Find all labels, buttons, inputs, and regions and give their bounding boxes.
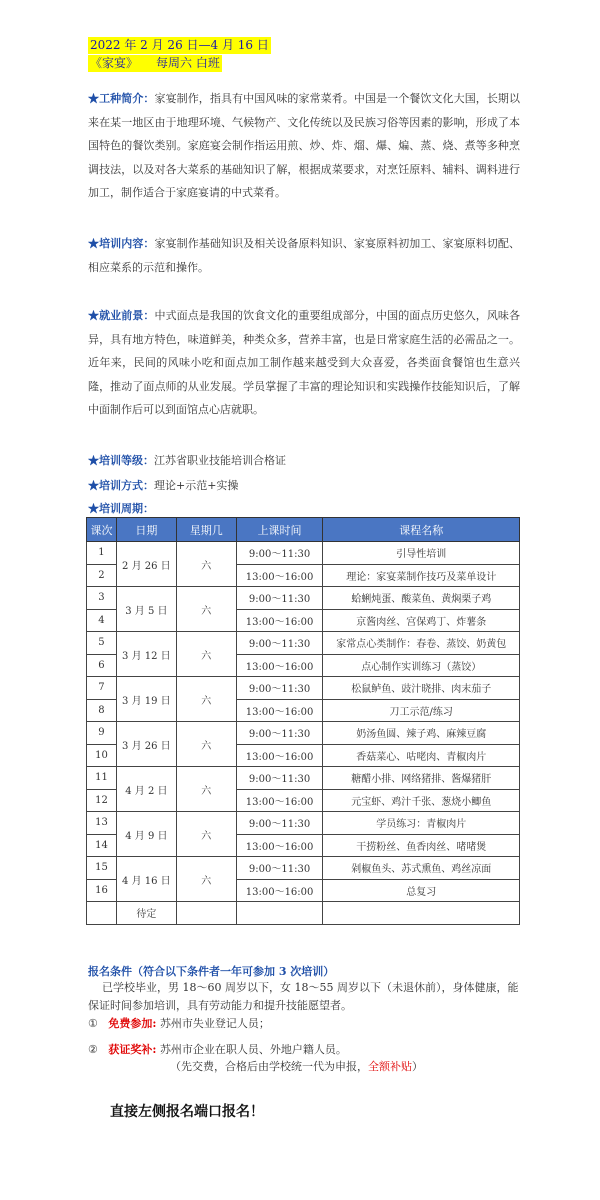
lesson-number: 8 (87, 699, 117, 722)
lesson-time: 13:00～16:00 (236, 744, 323, 767)
header-lesson: 课次 (87, 518, 117, 542)
intro-text: 家宴制作，指具有中国风味的家常菜肴。中国是一个餐饮文化大国，长期以来在某一地区由于地理环境、气候物产、文化传统以及民族习俗等因素的影响，形成了本国特色的餐饮类别。家庭宴会制作指运用煎、炒、炸、熘、爆、煸、蒸、烧、煮等多种烹调技法，以及对各大菜系的基础知识了解，根据成菜要求，对烹饪原料、辅料、调料进行加工，制作适合于家庭宴请的中式菜肴。 (88, 92, 521, 199)
lesson-number: 11 (87, 767, 117, 790)
item1-label: 免费参加: (108, 1017, 157, 1030)
header-time: 上课时间 (236, 518, 323, 542)
period-row (88, 500, 154, 516)
lesson-course: 京酱肉丝、宫保鸡丁、炸薯条 (323, 609, 520, 632)
item2-marker: ② (88, 1043, 98, 1056)
lesson-number (87, 902, 117, 925)
lesson-time: 9:00～11:30 (236, 767, 323, 790)
lesson-time: 9:00～11:30 (236, 542, 323, 565)
prospect-section (88, 304, 520, 422)
level-label: ★培训等级： (88, 454, 154, 467)
method-text: 理论+示范+实操 (154, 479, 239, 492)
table-row (87, 812, 520, 835)
course-line: 《家宴》 每周六 白班 (90, 56, 220, 70)
header-course: 课程名称 (323, 518, 520, 542)
lesson-time: 13:00～16:00 (236, 564, 323, 587)
date-range: 2022 年 2 月 26 日—4 月 16 日 (90, 38, 269, 52)
lesson-time: 13:00～16:00 (236, 834, 323, 857)
lesson-weekday: 六 (176, 767, 236, 812)
lesson-course: 家常点心类制作：春卷、蒸饺、奶黄包 (323, 632, 520, 655)
lesson-time: 13:00～16:00 (236, 654, 323, 677)
lesson-course: 松鼠鲈鱼、豉汁晓排、肉末茄子 (323, 677, 520, 700)
lesson-course: 学员练习：青椒肉片 (323, 812, 520, 835)
lesson-weekday: 六 (176, 542, 236, 587)
lesson-course: 奶汤鱼圆、辣子鸡、麻辣豆腐 (323, 722, 520, 745)
lesson-time: 13:00～16:00 (236, 879, 323, 902)
lesson-weekday: 六 (176, 677, 236, 722)
lesson-number: 13 (87, 812, 117, 835)
registration-item2 (88, 1041, 347, 1059)
registration-item1 (88, 1015, 270, 1033)
lesson-course: 总复习 (323, 879, 520, 902)
schedule-table (86, 517, 520, 925)
registration-note (170, 1058, 423, 1076)
method-row (88, 477, 238, 493)
lesson-time: 9:00～11:30 (236, 722, 323, 745)
registration-line1: 已学校毕业，男 18～60 周岁以下，女 18～55 周岁以下（未退休前），身体健康，能保证时间参加培训，具有劳动能力和提升技能愿望者。 (88, 981, 519, 1012)
table-row-pending (87, 902, 520, 925)
item2-label: 获证奖补: (108, 1043, 157, 1056)
lesson-weekday (176, 902, 236, 925)
lesson-number: 3 (87, 587, 117, 610)
header-date: 日期 (116, 518, 176, 542)
lesson-course: 香菇菜心、咕咾肉、青椒肉片 (323, 744, 520, 767)
lesson-course: 蛤蜊炖蛋、酸菜鱼、黄焖栗子鸡 (323, 587, 520, 610)
lesson-time: 9:00～11:30 (236, 857, 323, 880)
lesson-time: 9:00～11:30 (236, 587, 323, 610)
lesson-course: 糖醋小排、网络猪排、酱爆猪肝 (323, 767, 520, 790)
prospect-label: ★就业前景： (88, 309, 155, 322)
lesson-number: 7 (87, 677, 117, 700)
intro-label: ★工种简介： (88, 92, 155, 105)
lesson-time (236, 902, 323, 925)
lesson-time: 13:00～16:00 (236, 789, 323, 812)
content-label: ★培训内容： (88, 237, 155, 250)
table-row (87, 722, 520, 745)
header-weekday: 星期几 (176, 518, 236, 542)
lesson-course: 元宝虾、鸡汁千张、葱烧小鲫鱼 (323, 789, 520, 812)
item1-text: 苏州市失业登记人员； (159, 1017, 270, 1030)
lesson-number: 9 (87, 722, 117, 745)
table-row (87, 587, 520, 610)
note-prefix: （先交费，合格后由学校统一代为申报， (170, 1060, 368, 1073)
lesson-number: 4 (87, 609, 117, 632)
table-header-row (87, 518, 520, 542)
table-row (87, 857, 520, 880)
content-section (88, 232, 520, 279)
lesson-course: 理论：家宴菜制作技巧及菜单设计 (323, 564, 520, 587)
lesson-time: 13:00～16:00 (236, 609, 323, 632)
lesson-weekday: 六 (176, 812, 236, 857)
lesson-time: 13:00～16:00 (236, 699, 323, 722)
lesson-date: 3 月 19 日 (116, 677, 176, 722)
prospect-text: 中式面点是我国的饮食文化的重要组成部分，中国的面点历史悠久，风味各异，具有地方特色，味道鲜美，种类众多，营养丰富，也是日常家庭生活的必需品之一。近年来，民间的风味小吃和面点加工制作越来越受到大众喜爱，各类面食餐馆也生意兴隆，推动了面点师的从业发展。学员掌握了丰富的理论知识和实践操作技能知识后，了解中面制作后可以到面馆点心店就职。 (88, 309, 521, 416)
lesson-weekday: 六 (176, 632, 236, 677)
lesson-date: 4 月 2 日 (116, 767, 176, 812)
lesson-course: 干捞粉丝、鱼香肉丝、啫啫煲 (323, 834, 520, 857)
lesson-time: 9:00～11:30 (236, 677, 323, 700)
lesson-number: 2 (87, 564, 117, 587)
intro-section (88, 87, 520, 205)
lesson-weekday: 六 (176, 857, 236, 902)
level-row (88, 452, 286, 468)
content-text: 家宴制作基础知识及相关设备原料知识、家宴原料初加工、家宴原料切配、相应菜系的示范和操作。 (88, 237, 521, 274)
level-text: 江苏省职业技能培训合格证 (154, 454, 286, 467)
lesson-date: 4 月 16 日 (116, 857, 176, 902)
table-row (87, 632, 520, 655)
item2-text: 苏州市企业在职人员、外地户籍人员。 (159, 1043, 347, 1056)
lesson-course: 点心制作实训练习（蒸饺） (323, 654, 520, 677)
note-red: 全额补贴 (368, 1060, 412, 1073)
period-label: ★培训周期： (88, 502, 154, 515)
lesson-date: 待定 (116, 902, 176, 925)
lesson-course: 剁椒鱼头、苏式熏鱼、鸡丝凉面 (323, 857, 520, 880)
note-suffix: ） (412, 1060, 423, 1073)
lesson-number: 12 (87, 789, 117, 812)
lesson-number: 1 (87, 542, 117, 565)
table-row (87, 767, 520, 790)
lesson-date: 3 月 12 日 (116, 632, 176, 677)
lesson-time: 9:00～11:30 (236, 632, 323, 655)
lesson-date: 3 月 5 日 (116, 587, 176, 632)
lesson-course (323, 902, 520, 925)
method-label: ★培训方式： (88, 479, 154, 492)
lesson-date: 4 月 9 日 (116, 812, 176, 857)
lesson-time: 9:00～11:30 (236, 812, 323, 835)
call-to-action: 直接左侧报名端口报名！ (110, 1104, 264, 1120)
table-row (87, 677, 520, 700)
lesson-number: 6 (87, 654, 117, 677)
lesson-course: 刀工示范/练习 (323, 699, 520, 722)
lesson-course: 引导性培训 (323, 542, 520, 565)
lesson-weekday: 六 (176, 587, 236, 632)
item1-marker: ① (88, 1017, 98, 1030)
lesson-number: 16 (87, 879, 117, 902)
lesson-weekday: 六 (176, 722, 236, 767)
lesson-date: 2 月 26 日 (116, 542, 176, 587)
lesson-number: 14 (87, 834, 117, 857)
table-row (87, 542, 520, 565)
registration-title: 报名条件（符合以下条件者一年可参加 3 次培训） (88, 965, 335, 978)
lesson-date: 3 月 26 日 (116, 722, 176, 767)
lesson-number: 15 (87, 857, 117, 880)
schedule-body (87, 542, 520, 925)
lesson-number: 10 (87, 744, 117, 767)
lesson-number: 5 (87, 632, 117, 655)
